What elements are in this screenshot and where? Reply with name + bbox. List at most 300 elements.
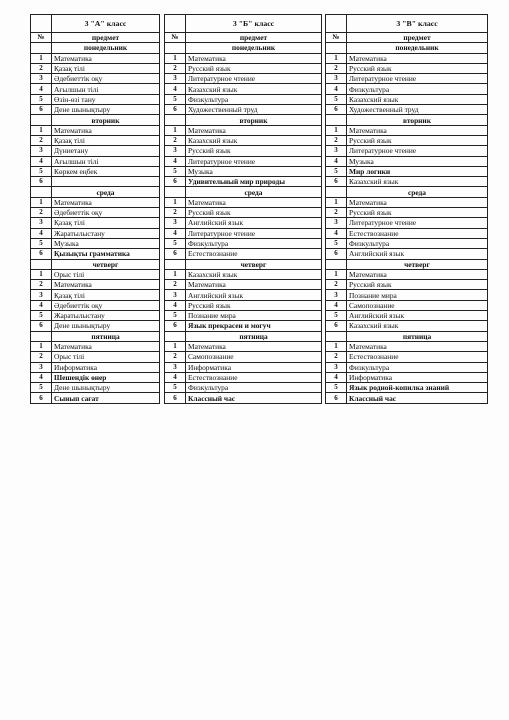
lesson-number: 5 <box>165 238 186 248</box>
day-name: вторник <box>186 115 322 125</box>
lesson-number: 3 <box>165 74 186 84</box>
lesson-subject: Русский язык <box>186 208 322 218</box>
day-name: четверг <box>52 259 160 269</box>
lesson-number: 6 <box>165 393 186 403</box>
lesson-number: 3 <box>326 146 347 156</box>
class-title-row <box>326 15 488 33</box>
day-name: среда <box>52 187 160 197</box>
lesson-subject: Классный час <box>186 393 322 403</box>
day-row <box>165 115 322 125</box>
lesson-number: 1 <box>326 53 347 63</box>
day-name: пятница <box>186 331 322 341</box>
lesson-row <box>326 197 488 207</box>
lesson-number: 2 <box>31 135 52 145</box>
lesson-number: 5 <box>326 166 347 176</box>
lesson-subject: Математика <box>186 53 322 63</box>
lesson-number: 6 <box>31 393 52 403</box>
lesson-row <box>31 280 160 290</box>
lesson-row <box>31 352 160 362</box>
header-subject: предмет <box>186 33 322 43</box>
lesson-subject: Русский язык <box>347 208 488 218</box>
lesson-number: 6 <box>165 177 186 187</box>
lesson-row <box>31 84 160 94</box>
lesson-row <box>165 280 322 290</box>
lesson-number: 3 <box>165 218 186 228</box>
class-title: 3 "В" класс <box>347 15 488 33</box>
lesson-row <box>165 105 322 115</box>
lesson-subject: Казахский язык <box>347 321 488 331</box>
lesson-subject: Казахский язык <box>347 94 488 104</box>
lesson-number: 4 <box>165 300 186 310</box>
lesson-subject: Естествознание <box>347 228 488 238</box>
lesson-subject: Музыка <box>186 166 322 176</box>
lesson-number: 2 <box>165 63 186 73</box>
lesson-subject: Познание мира <box>186 311 322 321</box>
lesson-number: 4 <box>326 156 347 166</box>
lesson-row <box>165 94 322 104</box>
day-row <box>326 331 488 341</box>
lesson-row <box>165 352 322 362</box>
day-blank-cell <box>165 115 186 125</box>
lesson-number: 2 <box>31 280 52 290</box>
lesson-row <box>326 352 488 362</box>
lesson-row <box>31 156 160 166</box>
lesson-row <box>326 280 488 290</box>
lesson-number: 1 <box>165 125 186 135</box>
day-name: среда <box>186 187 322 197</box>
lesson-subject: Язык прекрасен и могуч <box>186 321 322 331</box>
day-blank-cell <box>165 43 186 53</box>
day-blank-cell <box>326 43 347 53</box>
lesson-subject: Физкультура <box>347 362 488 372</box>
lesson-row <box>31 208 160 218</box>
lesson-subject: Ағылшын тілі <box>52 156 160 166</box>
lesson-number: 1 <box>326 125 347 135</box>
lesson-number: 3 <box>31 290 52 300</box>
lesson-subject: Художественный труд <box>186 105 322 115</box>
day-row <box>31 331 160 341</box>
lesson-row <box>31 311 160 321</box>
lesson-number: 1 <box>165 53 186 63</box>
lesson-number: 4 <box>31 84 52 94</box>
lesson-row <box>165 249 322 259</box>
lesson-row <box>31 393 160 403</box>
lesson-number: 2 <box>326 352 347 362</box>
day-row <box>31 43 160 53</box>
lesson-subject: Орыс тілі <box>52 269 160 279</box>
class-title-row <box>31 15 160 33</box>
lesson-row <box>326 249 488 259</box>
lesson-subject: Английский язык <box>347 249 488 259</box>
lesson-number: 2 <box>326 135 347 145</box>
lesson-number: 6 <box>31 177 52 187</box>
day-name: пятница <box>52 331 160 341</box>
lesson-row <box>31 362 160 372</box>
lesson-number: 2 <box>31 63 52 73</box>
lesson-subject: Өзін-өзі тану <box>52 94 160 104</box>
lesson-subject: Ағылшын тілі <box>52 84 160 94</box>
day-blank-cell <box>326 259 347 269</box>
lesson-row <box>326 228 488 238</box>
lesson-subject: Литературное чтение <box>186 156 322 166</box>
day-row <box>31 115 160 125</box>
day-blank-cell <box>165 259 186 269</box>
title-blank-cell <box>326 15 347 33</box>
lesson-row <box>326 94 488 104</box>
lesson-subject: Познание мира <box>347 290 488 300</box>
lesson-subject: Математика <box>52 197 160 207</box>
lesson-number: 1 <box>165 341 186 351</box>
lesson-row <box>31 53 160 63</box>
lesson-row <box>165 166 322 176</box>
day-blank-cell <box>31 115 52 125</box>
lesson-row <box>326 218 488 228</box>
lesson-number: 4 <box>165 84 186 94</box>
header-number: № <box>165 33 186 43</box>
lesson-row <box>326 208 488 218</box>
lesson-subject: Самопознание <box>186 352 322 362</box>
lesson-number: 1 <box>31 269 52 279</box>
lesson-subject: Қазақ тілі <box>52 135 160 145</box>
lesson-subject: Әдебиеттік оқу <box>52 74 160 84</box>
lesson-number: 4 <box>31 156 52 166</box>
lesson-subject: Казахский язык <box>347 177 488 187</box>
class-3v-schedule <box>325 14 488 404</box>
lesson-row <box>326 372 488 382</box>
lesson-number: 5 <box>31 383 52 393</box>
lesson-subject: Информатика <box>52 362 160 372</box>
lesson-subject: Қазақ тілі <box>52 218 160 228</box>
lesson-number: 6 <box>31 105 52 115</box>
header-number: № <box>326 33 347 43</box>
lesson-row <box>326 63 488 73</box>
lesson-subject: Художественный труд <box>347 105 488 115</box>
title-blank-cell <box>165 15 186 33</box>
lesson-subject: Классный час <box>347 393 488 403</box>
lesson-subject: Язык родной-копилка знаний <box>347 383 488 393</box>
lesson-row <box>326 105 488 115</box>
lesson-number: 2 <box>165 352 186 362</box>
lesson-row <box>165 383 322 393</box>
day-row <box>165 259 322 269</box>
lesson-subject: Математика <box>186 341 322 351</box>
lesson-subject: Орыс тілі <box>52 352 160 362</box>
day-row <box>326 43 488 53</box>
lesson-row <box>165 228 322 238</box>
lesson-number: 5 <box>165 383 186 393</box>
lesson-subject: Английский язык <box>347 311 488 321</box>
lesson-subject: Математика <box>347 125 488 135</box>
lesson-row <box>326 177 488 187</box>
lesson-row <box>326 393 488 403</box>
lesson-row <box>31 94 160 104</box>
lesson-number: 5 <box>326 238 347 248</box>
lesson-number: 1 <box>165 269 186 279</box>
lesson-number: 4 <box>165 228 186 238</box>
lesson-number: 1 <box>326 341 347 351</box>
lesson-subject: Литературное чтение <box>347 74 488 84</box>
lesson-row <box>326 269 488 279</box>
lesson-subject: Математика <box>186 197 322 207</box>
lesson-number: 1 <box>165 197 186 207</box>
lesson-number: 5 <box>31 238 52 248</box>
lesson-subject: Английский язык <box>186 290 322 300</box>
lesson-subject: Жаратылыстану <box>52 228 160 238</box>
lesson-number: 5 <box>31 166 52 176</box>
lesson-row <box>165 74 322 84</box>
lesson-subject: Литературное чтение <box>347 218 488 228</box>
lesson-subject: Литературное чтение <box>186 228 322 238</box>
lesson-number: 3 <box>326 290 347 300</box>
day-name: среда <box>347 187 488 197</box>
lesson-subject: Физкультура <box>186 94 322 104</box>
day-row <box>326 115 488 125</box>
lesson-number: 6 <box>326 393 347 403</box>
lesson-number: 3 <box>31 362 52 372</box>
schedule-table <box>325 14 488 404</box>
day-row <box>31 187 160 197</box>
lesson-subject: Әдебиеттік оқу <box>52 300 160 310</box>
day-name: вторник <box>347 115 488 125</box>
lesson-subject: Математика <box>347 197 488 207</box>
lesson-subject: Математика <box>52 53 160 63</box>
day-blank-cell <box>326 331 347 341</box>
lesson-number: 4 <box>326 372 347 382</box>
lesson-row <box>165 372 322 382</box>
lesson-subject: Көркем еңбек <box>52 166 160 176</box>
lesson-row <box>31 269 160 279</box>
day-blank-cell <box>165 331 186 341</box>
lesson-number: 4 <box>165 156 186 166</box>
lesson-subject: Музыка <box>52 238 160 248</box>
lesson-subject: Литературное чтение <box>186 74 322 84</box>
lesson-subject: Математика <box>347 53 488 63</box>
lesson-number: 1 <box>31 197 52 207</box>
lesson-number: 5 <box>165 94 186 104</box>
lesson-subject: Әдебиеттік оқу <box>52 208 160 218</box>
class-title: 3 "А" класс <box>52 15 160 33</box>
lesson-subject: Русский язык <box>347 63 488 73</box>
lesson-subject: Математика <box>52 341 160 351</box>
header-row <box>165 33 322 43</box>
day-name: четверг <box>186 259 322 269</box>
day-row <box>31 259 160 269</box>
class-title: 3 "Б" класс <box>186 15 322 33</box>
lesson-number: 6 <box>326 249 347 259</box>
day-blank-cell <box>31 187 52 197</box>
lesson-row <box>31 63 160 73</box>
lesson-row <box>165 177 322 187</box>
lesson-subject: Русский язык <box>347 280 488 290</box>
lesson-row <box>165 290 322 300</box>
lesson-row <box>31 125 160 135</box>
lesson-row <box>326 362 488 372</box>
lesson-row <box>31 74 160 84</box>
lesson-number: 3 <box>326 74 347 84</box>
lesson-subject: Русский язык <box>347 135 488 145</box>
lesson-subject: Мир логики <box>347 166 488 176</box>
lesson-row <box>326 311 488 321</box>
lesson-row <box>31 166 160 176</box>
lesson-row <box>326 166 488 176</box>
lesson-number: 4 <box>31 228 52 238</box>
lesson-row <box>326 341 488 351</box>
lesson-number: 6 <box>31 321 52 331</box>
lesson-subject: Естествознание <box>186 372 322 382</box>
lesson-number: 2 <box>326 280 347 290</box>
lesson-row <box>165 146 322 156</box>
lesson-number: 2 <box>31 208 52 218</box>
day-blank-cell <box>326 115 347 125</box>
lesson-row <box>165 341 322 351</box>
lesson-subject: Информатика <box>347 372 488 382</box>
lesson-number: 6 <box>326 321 347 331</box>
title-blank-cell <box>31 15 52 33</box>
lesson-row <box>165 125 322 135</box>
lesson-number: 4 <box>31 300 52 310</box>
day-name: вторник <box>52 115 160 125</box>
class-title-row <box>165 15 322 33</box>
lesson-row <box>165 300 322 310</box>
lesson-number: 4 <box>326 84 347 94</box>
lesson-subject: Дене шынықтыру <box>52 321 160 331</box>
day-blank-cell <box>165 187 186 197</box>
lesson-subject: Музыка <box>347 156 488 166</box>
day-name: пятница <box>347 331 488 341</box>
lesson-subject: Физкультура <box>347 238 488 248</box>
lesson-row <box>165 269 322 279</box>
lesson-subject: Математика <box>347 341 488 351</box>
lesson-row <box>326 300 488 310</box>
day-blank-cell <box>31 43 52 53</box>
lesson-row <box>31 105 160 115</box>
lesson-row <box>165 238 322 248</box>
lesson-number: 6 <box>326 177 347 187</box>
lesson-subject: Казахский язык <box>186 269 322 279</box>
lesson-row <box>31 135 160 145</box>
lesson-number: 5 <box>31 94 52 104</box>
lesson-row <box>326 125 488 135</box>
lesson-row <box>31 321 160 331</box>
lesson-row <box>165 311 322 321</box>
lesson-subject: Математика <box>52 125 160 135</box>
day-row <box>165 43 322 53</box>
header-subject: предмет <box>52 33 160 43</box>
lesson-subject: Дүниетану <box>52 146 160 156</box>
lesson-subject: Литературное чтение <box>347 146 488 156</box>
lesson-number: 6 <box>31 249 52 259</box>
lesson-number: 3 <box>165 146 186 156</box>
lesson-number: 3 <box>326 218 347 228</box>
day-name: понедельник <box>52 43 160 53</box>
lesson-subject: Дене шынықтыру <box>52 383 160 393</box>
lesson-number: 1 <box>31 125 52 135</box>
lesson-row <box>165 156 322 166</box>
lesson-number: 2 <box>165 208 186 218</box>
lesson-number: 5 <box>31 311 52 321</box>
lesson-row <box>326 53 488 63</box>
lesson-subject: Дене шынықтыру <box>52 105 160 115</box>
class-3b-schedule <box>164 14 322 404</box>
lesson-row <box>31 197 160 207</box>
lesson-number: 3 <box>165 362 186 372</box>
lesson-subject: Физкультура <box>186 383 322 393</box>
lesson-row <box>31 372 160 382</box>
lesson-number: 4 <box>165 372 186 382</box>
lesson-row <box>31 177 160 187</box>
lesson-number: 1 <box>31 53 52 63</box>
lesson-row <box>326 146 488 156</box>
lesson-number: 6 <box>165 105 186 115</box>
lesson-row <box>326 383 488 393</box>
header-subject: предмет <box>347 33 488 43</box>
lesson-subject: Русский язык <box>186 63 322 73</box>
lesson-number: 4 <box>326 300 347 310</box>
lesson-subject: Самопознание <box>347 300 488 310</box>
lesson-row <box>326 321 488 331</box>
day-row <box>326 187 488 197</box>
lesson-subject: Естествознание <box>347 352 488 362</box>
header-number: № <box>31 33 52 43</box>
lesson-row <box>165 321 322 331</box>
lesson-subject: Математика <box>186 125 322 135</box>
lesson-row <box>326 135 488 145</box>
lesson-number: 6 <box>165 321 186 331</box>
lesson-number: 6 <box>326 105 347 115</box>
lesson-subject: Казахский язык <box>186 135 322 145</box>
lesson-number: 1 <box>326 197 347 207</box>
lesson-number: 5 <box>326 383 347 393</box>
lesson-number: 6 <box>165 249 186 259</box>
lesson-number: 3 <box>31 146 52 156</box>
lesson-number: 2 <box>326 63 347 73</box>
lesson-row <box>165 135 322 145</box>
lesson-number: 1 <box>31 341 52 351</box>
lesson-row <box>165 84 322 94</box>
lesson-number: 2 <box>31 352 52 362</box>
lesson-row <box>31 249 160 259</box>
schedule-table <box>164 14 322 404</box>
lesson-row <box>31 341 160 351</box>
lesson-number: 3 <box>326 362 347 372</box>
lesson-subject: Физкультура <box>347 84 488 94</box>
lesson-number: 4 <box>326 228 347 238</box>
header-row <box>31 33 160 43</box>
lesson-row <box>165 208 322 218</box>
lesson-row <box>31 146 160 156</box>
lesson-number: 3 <box>31 218 52 228</box>
day-blank-cell <box>326 187 347 197</box>
lesson-subject: Қазақ тілі <box>52 63 160 73</box>
lesson-subject: Английский язык <box>186 218 322 228</box>
lesson-number: 3 <box>31 74 52 84</box>
lesson-row <box>31 228 160 238</box>
day-name: понедельник <box>347 43 488 53</box>
day-row <box>165 187 322 197</box>
lesson-subject: Естествознание <box>186 249 322 259</box>
lesson-subject: Жаратылыстану <box>52 311 160 321</box>
lesson-row <box>31 218 160 228</box>
lesson-row <box>165 218 322 228</box>
class-3a-schedule <box>30 14 160 404</box>
lesson-row <box>165 53 322 63</box>
lesson-subject: Қызықты грамматика <box>52 249 160 259</box>
lesson-subject: Русский язык <box>186 300 322 310</box>
day-row <box>165 331 322 341</box>
lesson-number: 5 <box>165 311 186 321</box>
header-row <box>326 33 488 43</box>
lesson-row <box>165 362 322 372</box>
